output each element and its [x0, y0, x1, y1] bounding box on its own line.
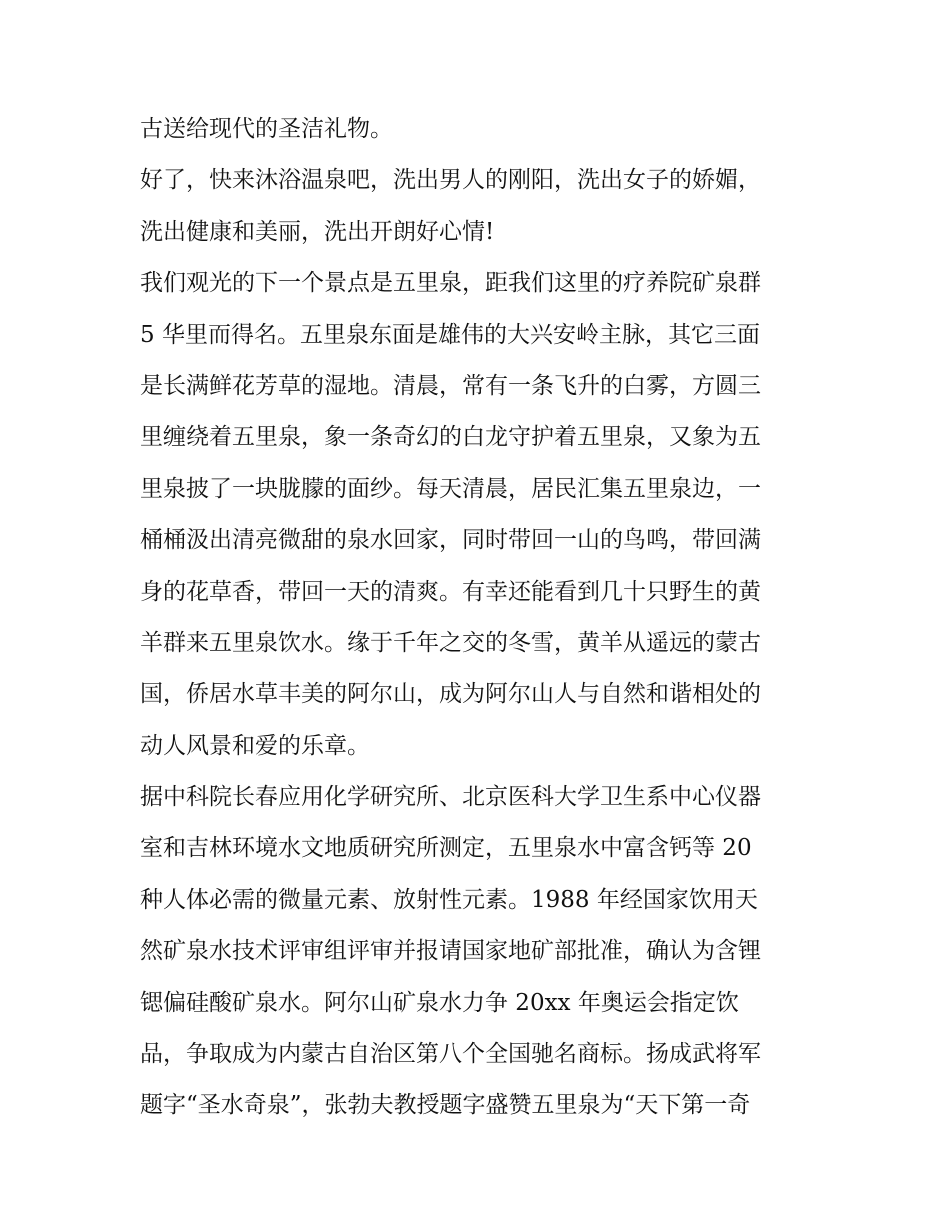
text-line: 种人体必需的微量元素、放射性元素。1988 年经国家饮用天	[140, 886, 758, 913]
text-line: 里泉披了一块胧朦的面纱。每天清晨，居民汇集五里泉边，一	[140, 475, 761, 502]
text-line: 里缠绕着五里泉，象一条奇幻的白龙守护着五里泉，又象为五	[140, 424, 761, 451]
text-line: 锶偏硅酸矿泉水。阿尔山矿泉水力争 20xx 年奥运会指定饮	[140, 989, 739, 1016]
text-line: 桶桶汲出清亮微甜的泉水回家，同时带回一山的鸟鸣，带回满	[140, 527, 761, 554]
text-line: 是长满鲜花芳草的湿地。清晨，常有一条飞升的白雾，方圆三	[140, 372, 761, 399]
text-line: 品，争取成为内蒙古自治区第八个全国驰名商标。扬成武将军	[140, 1041, 761, 1068]
text-line: 好了，快来沐浴温泉吧，洗出男人的刚阳，洗出女子的娇媚，	[140, 167, 761, 194]
text-line: 我们观光的下一个景点是五里泉，距我们这里的疗养院矿泉群	[140, 270, 761, 297]
text-line: 国，侨居水草丰美的阿尔山，成为阿尔山人与自然和谐相处的	[140, 681, 761, 708]
text-line: 古送给现代的圣洁礼物。	[140, 116, 393, 142]
text-line: 5 华里而得名。五里泉东面是雄伟的大兴安岭主脉，其它三面	[140, 321, 760, 348]
text-line: 身的花草香，带回一天的清爽。有幸还能看到几十只野生的黄	[140, 578, 761, 605]
body-text	[140, 104, 830, 1132]
text-line: 动人风景和爱的乐章。	[140, 732, 370, 759]
text-line: 洗出健康和美丽，洗出开朗好心情!	[140, 218, 495, 245]
text-line: 据中科院长春应用化学研究所、北京医科大学卫生系中心仪器	[140, 784, 761, 811]
text-line: 题字“圣水奇泉”，张勃夫教授题字盛赞五里泉为“天下第一奇	[140, 1092, 751, 1119]
text-line: 然矿泉水技术评审组评审并报请国家地矿部批准，确认为含锂	[140, 938, 761, 965]
text-line: 羊群来五里泉饮水。缘于千年之交的冬雪，黄羊从遥远的蒙古	[140, 629, 761, 656]
text-line: 室和吉林环境水文地质研究所测定，五里泉水中富含钙等 20	[140, 835, 752, 862]
